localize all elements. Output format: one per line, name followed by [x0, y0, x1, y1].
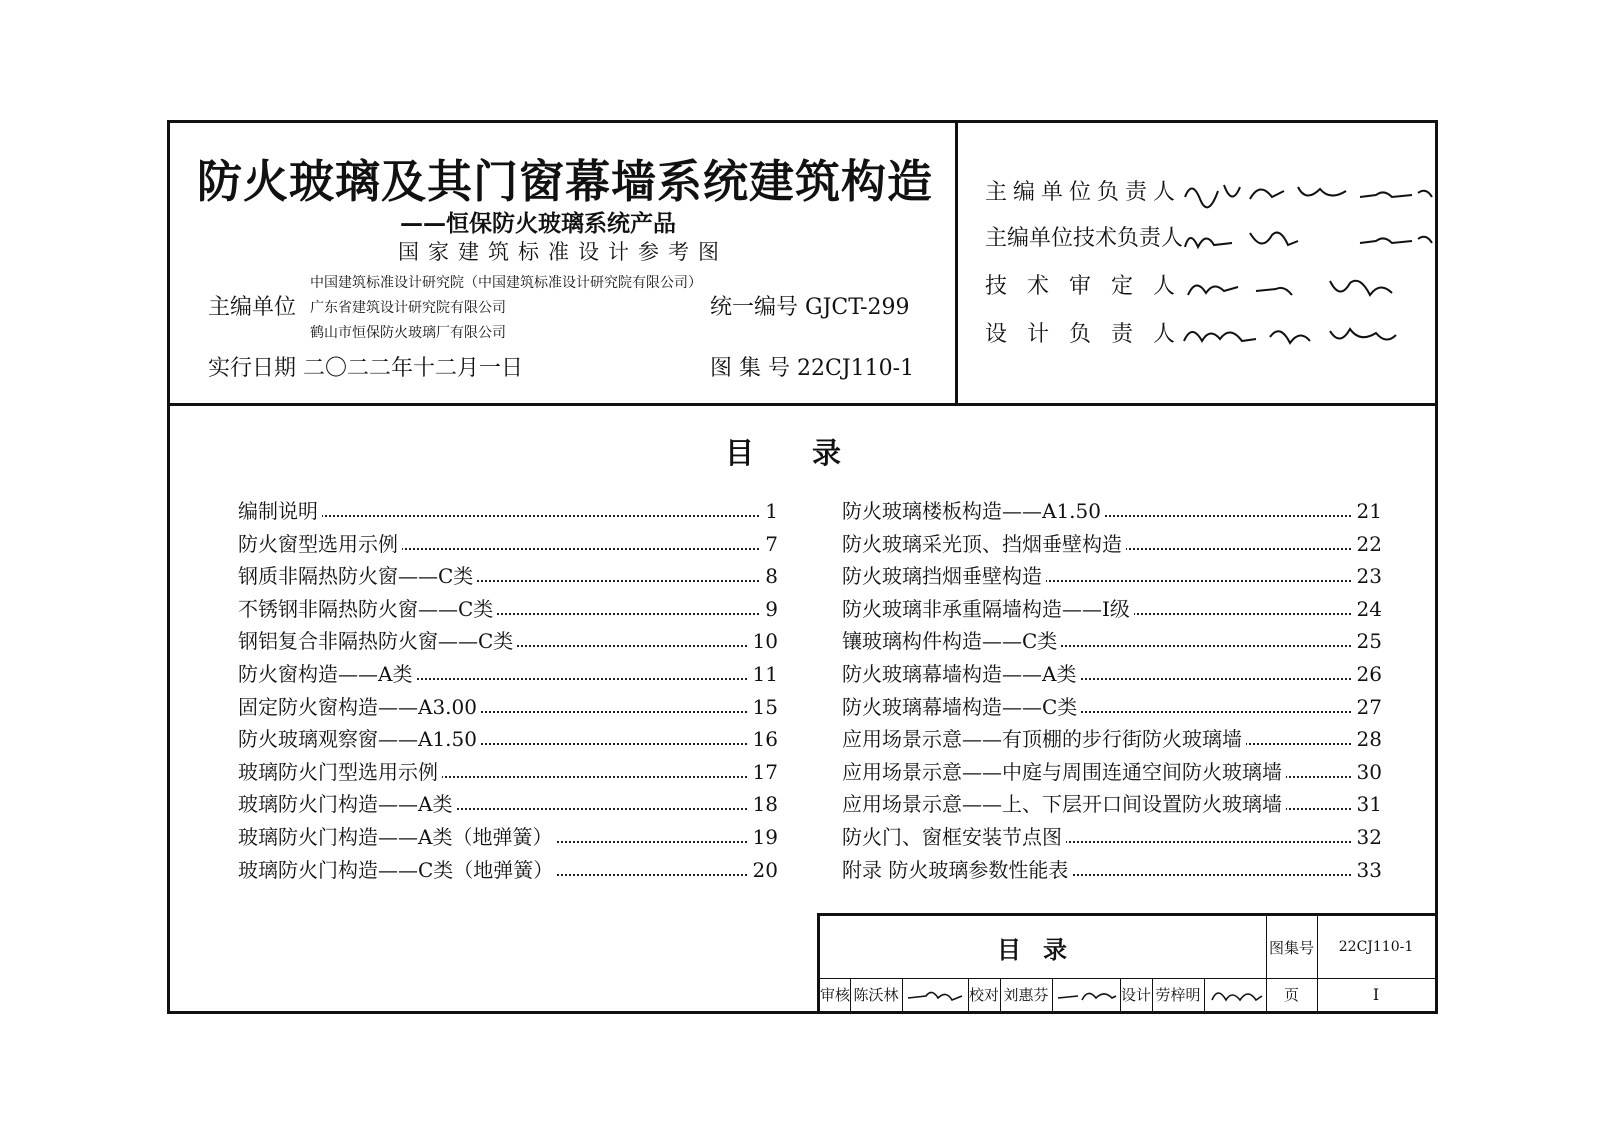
handwritten-signature [1180, 177, 1440, 211]
toc-entry[interactable] [842, 691, 1382, 724]
toc-entry-page: 33 [1353, 854, 1382, 886]
toc-entry[interactable] [842, 756, 1382, 789]
editor-unit: 广东省建筑设计研究院有限公司 [310, 300, 506, 316]
atlas-number-value: 22CJ110-1 [797, 356, 915, 381]
atlas-number [710, 351, 914, 382]
unified-number-value: GJCT-299 [805, 295, 910, 320]
unified-number [710, 290, 910, 321]
atlas-number-label: 图 集 号 [710, 356, 790, 381]
toc-entry-title: 钢铝复合非隔热防火窗——C类 [238, 625, 517, 657]
toc-entry-title: 防火玻璃观察窗——A1.50 [238, 723, 481, 755]
toc-entry-page: 21 [1353, 495, 1382, 527]
toc-entry-page: 22 [1353, 528, 1382, 560]
title-block-atlas-label: 图集号 [1268, 938, 1314, 957]
reviewer-name: 陈沃林 [853, 986, 899, 1004]
toc-entry[interactable] [842, 723, 1382, 756]
toc-entry[interactable] [238, 528, 778, 561]
toc-entry-page: 28 [1353, 723, 1382, 755]
toc-entry-title: 防火窗型选用示例 [238, 528, 402, 560]
toc-entry[interactable] [842, 495, 1382, 528]
toc-entry-page: 10 [749, 625, 778, 657]
toc-entry-title: 防火玻璃非承重隔墙构造——Ⅰ级 [842, 593, 1134, 625]
toc-entry-title: 应用场景示意——有顶棚的步行街防火玻璃墙 [842, 723, 1246, 755]
page-label: 页 [1283, 986, 1299, 1004]
toc-entry-page: 25 [1353, 625, 1382, 657]
toc-title: 目录 [725, 436, 900, 470]
toc-entry-page: 30 [1353, 756, 1382, 788]
handwritten-signature [1180, 223, 1440, 257]
title-block [817, 913, 1435, 1011]
effective-date [208, 351, 523, 382]
toc-entry-page: 17 [749, 756, 778, 788]
toc-right-column [842, 495, 1382, 886]
signatory-role: 设 计 负 责 人 [985, 322, 1175, 347]
checker-signature [1056, 984, 1118, 1006]
toc-entry-title: 玻璃防火门型选用示例 [238, 756, 442, 788]
toc-entry-page: 24 [1353, 593, 1382, 625]
toc-entry[interactable] [238, 560, 778, 593]
page-title: 防火玻璃及其门窗幕墙系统建筑构造 [196, 155, 933, 208]
toc-entry[interactable] [842, 625, 1382, 658]
editor-unit: 鹤山市恒保防火玻璃厂有限公司 [310, 325, 506, 341]
toc-entry-title: 玻璃防火门构造——A类（地弹簧） [238, 821, 556, 853]
effective-date-label: 实行日期 [208, 356, 297, 381]
toc-entry-title: 防火玻璃幕墙构造——C类 [842, 691, 1081, 723]
toc-entry[interactable] [842, 658, 1382, 691]
header-divider [170, 403, 1435, 406]
designer-name: 劳梓明 [1155, 986, 1201, 1004]
page-tagline: 国家建筑标准设计参考图 [398, 240, 728, 264]
toc-entry-page: 15 [749, 691, 778, 723]
toc-entry-page: 1 [761, 495, 778, 527]
toc-entry[interactable] [238, 788, 778, 821]
toc-entry[interactable] [238, 756, 778, 789]
toc-entry-title: 防火玻璃采光顶、挡烟垂壁构造 [842, 528, 1126, 560]
toc-entry-page: 16 [749, 723, 778, 755]
toc-entry-page: 9 [761, 593, 778, 625]
toc-entry-title: 应用场景示意——中庭与周围连通空间防火玻璃墙 [842, 756, 1286, 788]
signatory-role: 主编单位负责人 [985, 180, 1175, 205]
checker-name: 刘惠芬 [1003, 986, 1049, 1004]
editor-unit: 中国建筑标准设计研究院（中国建筑标准设计研究院有限公司） [310, 275, 702, 291]
toc-entry-title: 防火窗构造——A类 [238, 658, 416, 690]
toc-entry[interactable] [238, 625, 778, 658]
toc-entry[interactable] [842, 528, 1382, 561]
toc-entry[interactable] [238, 854, 778, 887]
toc-entry[interactable] [842, 593, 1382, 626]
toc-left-column [238, 495, 778, 886]
toc-entry-title: 镶玻璃构件构造——C类 [842, 625, 1061, 657]
signature-divider [955, 123, 958, 403]
toc-entry-page: 32 [1353, 821, 1382, 853]
unified-number-label: 统一编号 [710, 295, 799, 320]
toc-entry[interactable] [238, 593, 778, 626]
toc-entry[interactable] [842, 560, 1382, 593]
designer-signature [1208, 984, 1264, 1006]
toc-entry[interactable] [238, 691, 778, 724]
toc-entry-page: 31 [1353, 788, 1382, 820]
editor-label: 主编单位 [208, 295, 297, 320]
toc-entry-page: 8 [761, 560, 778, 592]
toc-entry-page: 11 [749, 658, 778, 690]
toc-entry[interactable] [238, 723, 778, 756]
design-label: 设计 [1120, 986, 1151, 1004]
drawing-frame [167, 120, 1438, 1014]
title-block-sheet-title: 目录 [997, 935, 1089, 964]
toc-entry[interactable] [238, 658, 778, 691]
toc-entry-title: 不锈钢非隔热防火窗——C类 [238, 593, 497, 625]
reviewer-signature [906, 984, 964, 1006]
toc-entry-title: 编制说明 [238, 495, 322, 527]
toc-entry-page: 7 [761, 528, 778, 560]
toc-entry-title: 应用场景示意——上、下层开口间设置防火玻璃墙 [842, 788, 1286, 820]
title-block-atlas-number: 22CJ110-1 [1338, 939, 1414, 955]
toc-entry-title: 防火玻璃幕墙构造——A类 [842, 658, 1080, 690]
toc-entry-page: 18 [749, 788, 778, 820]
toc-entry-title: 固定防火窗构造——A3.00 [238, 691, 481, 723]
toc-entry[interactable] [842, 854, 1382, 887]
handwritten-signature [1180, 319, 1440, 353]
toc-entry-title: 防火门、窗框安装节点图 [842, 821, 1066, 853]
toc-entry-title: 防火玻璃楼板构造——A1.50 [842, 495, 1105, 527]
page-number: I [1372, 985, 1380, 1004]
toc-entry-title: 玻璃防火门构造——A类 [238, 788, 456, 820]
toc-entry-title: 玻璃防火门构造——C类（地弹簧） [238, 854, 557, 886]
toc-entry-title: 附录 防火玻璃参数性能表 [842, 854, 1072, 886]
toc-entry-page: 20 [749, 854, 778, 886]
toc-entry[interactable] [238, 495, 778, 528]
signatory-role: 主编单位技术负责人 [985, 226, 1184, 251]
toc-entry-page: 19 [749, 821, 778, 853]
toc-entry-page: 27 [1353, 691, 1382, 723]
editor-units [310, 271, 702, 346]
toc-entry-page: 26 [1353, 658, 1382, 690]
toc-entry[interactable] [842, 788, 1382, 821]
check-label: 校对 [968, 986, 999, 1004]
toc-entry-title: 防火玻璃挡烟垂壁构造 [842, 560, 1046, 592]
page-subtitle: ——恒保防火玻璃系统产品 [400, 211, 676, 237]
review-label: 审核 [820, 986, 851, 1004]
toc-entry-title: 钢质非隔热防火窗——C类 [238, 560, 477, 592]
toc-entry[interactable] [238, 821, 778, 854]
effective-date-value: 二〇二二年十二月一日 [303, 356, 524, 381]
toc-entry[interactable] [842, 821, 1382, 854]
toc-entry-page: 23 [1353, 560, 1382, 592]
signatory-role: 技 术 审 定 人 [985, 274, 1175, 299]
handwritten-signature [1180, 271, 1440, 305]
